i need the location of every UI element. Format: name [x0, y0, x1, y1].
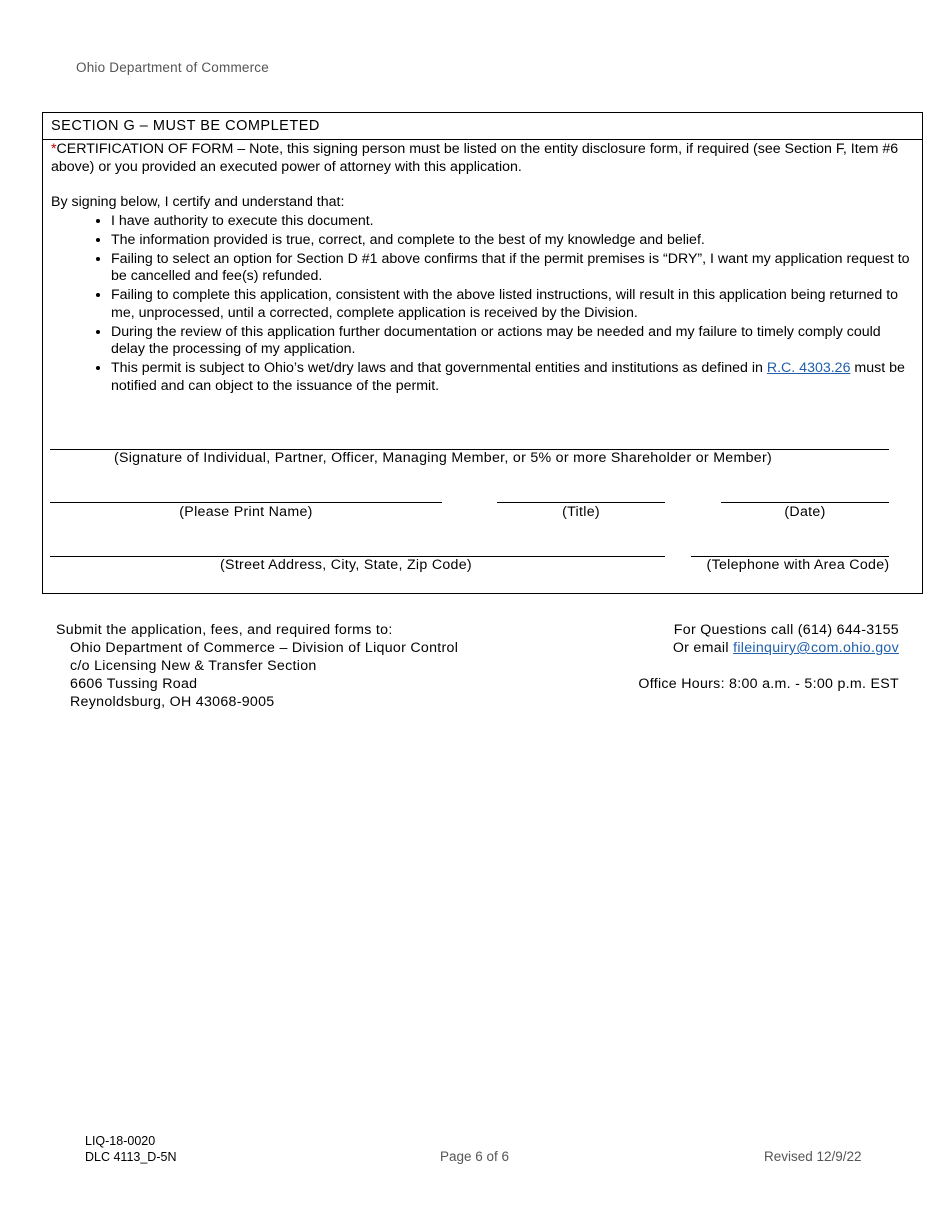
- contact-info: [638, 621, 899, 693]
- list-item-text: This permit is subject to Ohio’s wet/dry laws and that governmental entities and institutions as defined in: [111, 360, 767, 376]
- signature-label: (Signature of Individual, Partner, Officer, Managing Member, or 5% or more Shareholder or Member): [113, 450, 773, 466]
- email-contact: [638, 639, 899, 657]
- form-id: LIQ-18-0020: [85, 1134, 156, 1148]
- certification-note: [51, 141, 914, 176]
- submit-address-line: Ohio Department of Commerce – Division of Liquor Control: [70, 640, 459, 656]
- street-address-label: (Street Address, City, State, Zip Code): [220, 557, 472, 573]
- section-body: [43, 140, 922, 395]
- title-label: (Title): [562, 504, 600, 520]
- office-hours: Office Hours: 8:00 a.m. - 5:00 p.m. EST: [638, 676, 899, 692]
- signing-intro: By signing below, I certify and understand that:: [51, 194, 345, 210]
- section-title: SECTION G – MUST BE COMPLETED: [43, 113, 922, 140]
- telephone-label: (Telephone with Area Code): [706, 557, 890, 573]
- list-item: • The information provided is true, correct, and complete to the best of my knowledge and belief.: [111, 232, 914, 250]
- required-asterisk: *: [51, 141, 57, 157]
- email-link[interactable]: fileinquiry@com.ohio.gov: [733, 640, 899, 656]
- list-item: • Failing to complete this application, consistent with the above listed instructions, will result in this application being returned to me, unprocessed, until a corrected, complete application is received by the Division.: [111, 287, 914, 322]
- submit-instructions: [56, 621, 458, 711]
- list-item: • I have authority to execute this document.: [111, 213, 914, 231]
- print-name-label: (Please Print Name): [179, 504, 313, 520]
- revision-date: Revised 12/9/22: [764, 1149, 862, 1164]
- page-number: Page 6 of 6: [440, 1149, 510, 1164]
- form-identifiers: [85, 1133, 176, 1165]
- rc-4303-26-link[interactable]: R.C. 4303.26: [766, 360, 851, 376]
- submit-address-line: Reynoldsburg, OH 43068-9005: [70, 694, 275, 710]
- certification-list: [51, 213, 914, 396]
- list-item: [111, 360, 914, 395]
- email-prefix: Or email: [672, 640, 734, 656]
- list-item: • Failing to select an option for Section D #1 above confirms that if the permit premises is “DRY”, I want my application request to be cancelled and fee(s) refunded.: [111, 251, 914, 286]
- submit-address-line: 6606 Tussing Road: [70, 676, 198, 692]
- title-line[interactable]: [497, 502, 665, 503]
- certification-text: CERTIFICATION OF FORM – Note, this signing person must be listed on the entity disclosure form, if required (see Section F, Item #6 above) or you provided an executed power of attorney with this application.: [51, 141, 899, 175]
- submit-address-line: c/o Licensing New & Transfer Section: [70, 658, 317, 674]
- date-label: (Date): [784, 504, 826, 520]
- submit-heading: Submit the application, fees, and required forms to:: [56, 622, 393, 638]
- date-line[interactable]: [721, 502, 889, 503]
- print-name-line[interactable]: [50, 502, 442, 503]
- list-item: • During the review of this application further documentation or actions may be needed and my failure to timely comply could delay the processing of my application.: [111, 324, 914, 359]
- section-g-box: [42, 112, 923, 594]
- phone-contact: For Questions call (614) 644-3155: [673, 622, 899, 638]
- list-item-text: must be notified and can object to the issuance of the permit.: [111, 360, 905, 394]
- agency-header: Ohio Department of Commerce: [76, 60, 269, 75]
- form-code: DLC 4113_D-5N: [85, 1150, 177, 1164]
